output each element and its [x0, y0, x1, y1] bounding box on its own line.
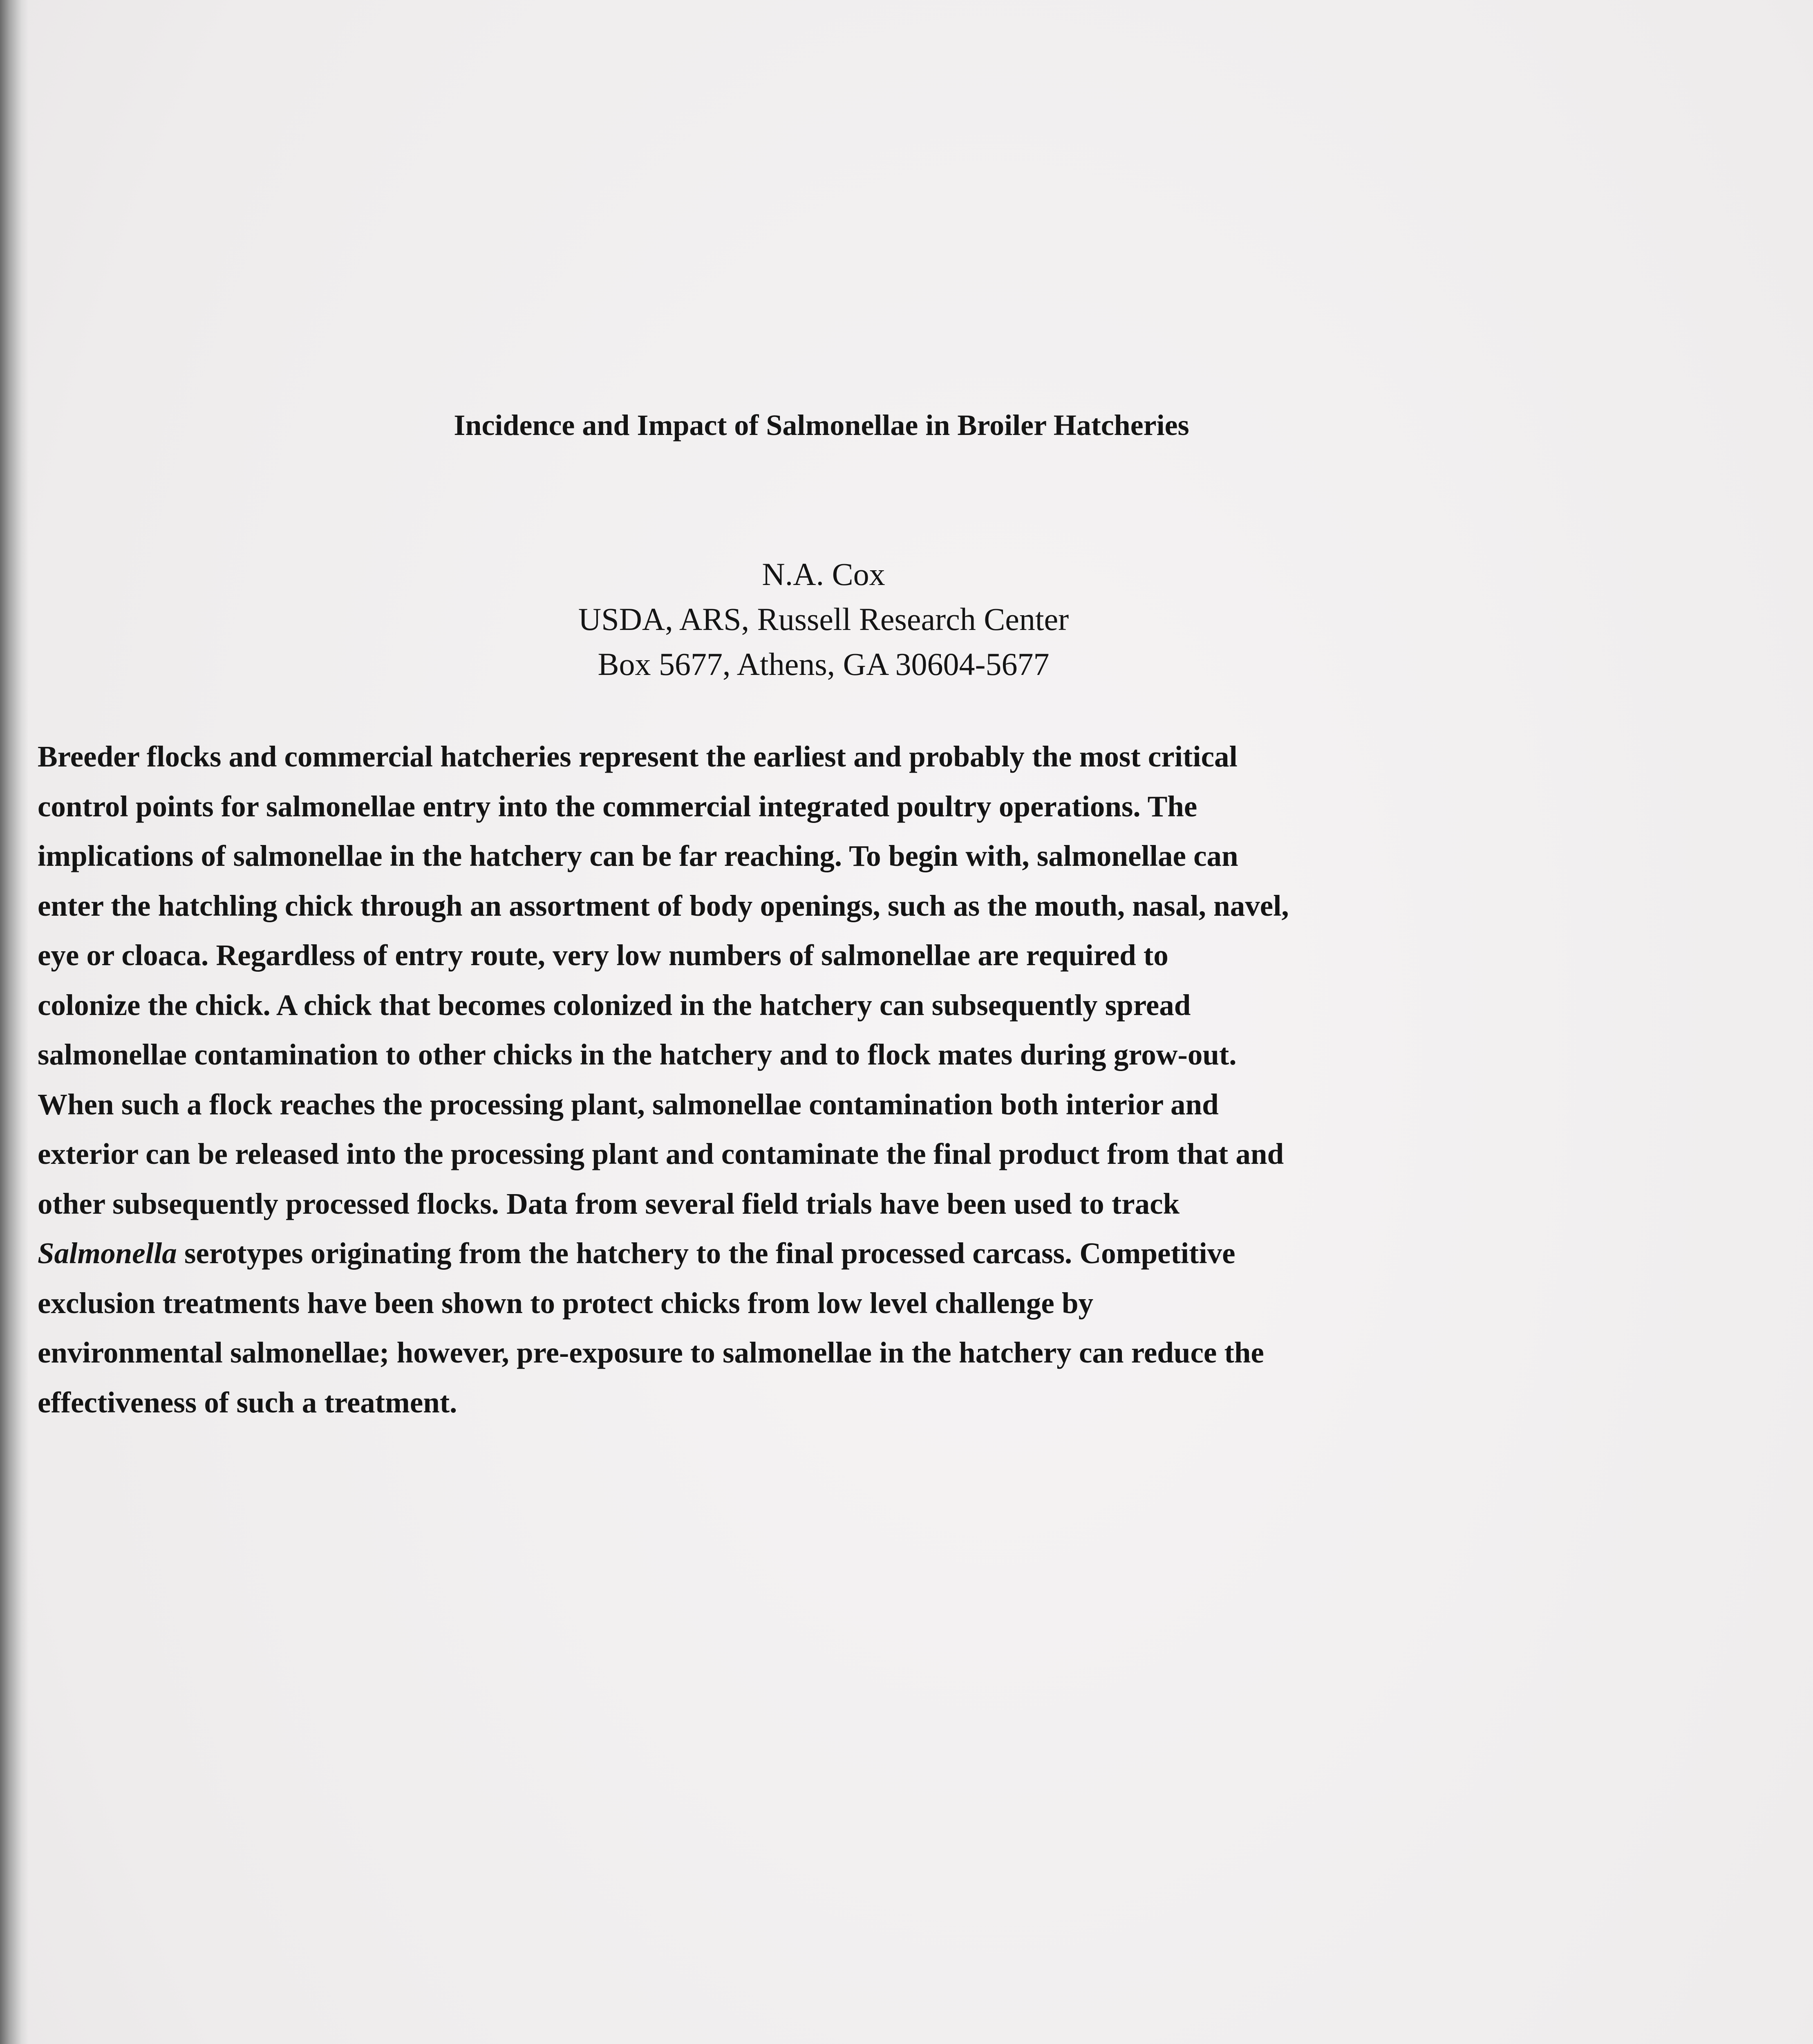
abstract-line-italic — [38, 1228, 1615, 1278]
paper-title: Incidence and Impact of Salmonellae in Broiler Hatcheries — [454, 409, 1189, 442]
abstract-line: colonize the chick. A chick that becomes colonized in the hatchery can subsequently spread — [38, 988, 1191, 1022]
abstract-line: implications of salmonellae in the hatchery can be far reaching. To begin with, salmonellae can — [38, 839, 1238, 872]
abstract-line: exclusion treatments have been shown to protect chicks from low level challenge by — [38, 1286, 1094, 1320]
abstract-line: enter the hatchling chick through an assortment of body openings, such as the mouth, nasal, navel, — [38, 889, 1289, 922]
abstract-line: exterior can be released into the processing plant and contaminate the final product from that and — [38, 1137, 1284, 1170]
author-address: Box 5677, Athens, GA 30604-5677 — [598, 646, 1050, 682]
author-name: N.A. Cox — [762, 556, 885, 592]
abstract-line: When such a flock reaches the processing plant, salmonellae contamination both interior and — [38, 1087, 1219, 1121]
abstract-line: other subsequently processed flocks. Data from several field trials have been used to track — [38, 1187, 1180, 1220]
author-affiliation: USDA, ARS, Russell Research Center — [578, 601, 1069, 637]
abstract-line: environmental salmonellae; however, pre-exposure to salmonellae in the hatchery can reduce the — [38, 1336, 1264, 1369]
abstract — [38, 732, 1615, 1427]
abstract-line: control points for salmonellae entry into the commercial integrated poultry operations. The — [38, 789, 1197, 823]
abstract-line: effectiveness of such a treatment. — [38, 1385, 457, 1419]
species-name: Salmonella — [38, 1237, 177, 1270]
abstract-line: Breeder flocks and commercial hatcheries represent the earliest and probably the most critical — [38, 740, 1238, 773]
author-block — [0, 552, 1647, 687]
abstract-line-rest: serotypes originating from the hatchery to the final processed carcass. Competitive — [177, 1237, 1236, 1270]
binding-shadow — [0, 0, 29, 2044]
abstract-line: eye or cloaca. Regardless of entry route, very low numbers of salmonellae are required to — [38, 939, 1168, 972]
abstract-line: salmonellae contamination to other chicks in the hatchery and to flock mates during grow-out. — [38, 1038, 1237, 1071]
